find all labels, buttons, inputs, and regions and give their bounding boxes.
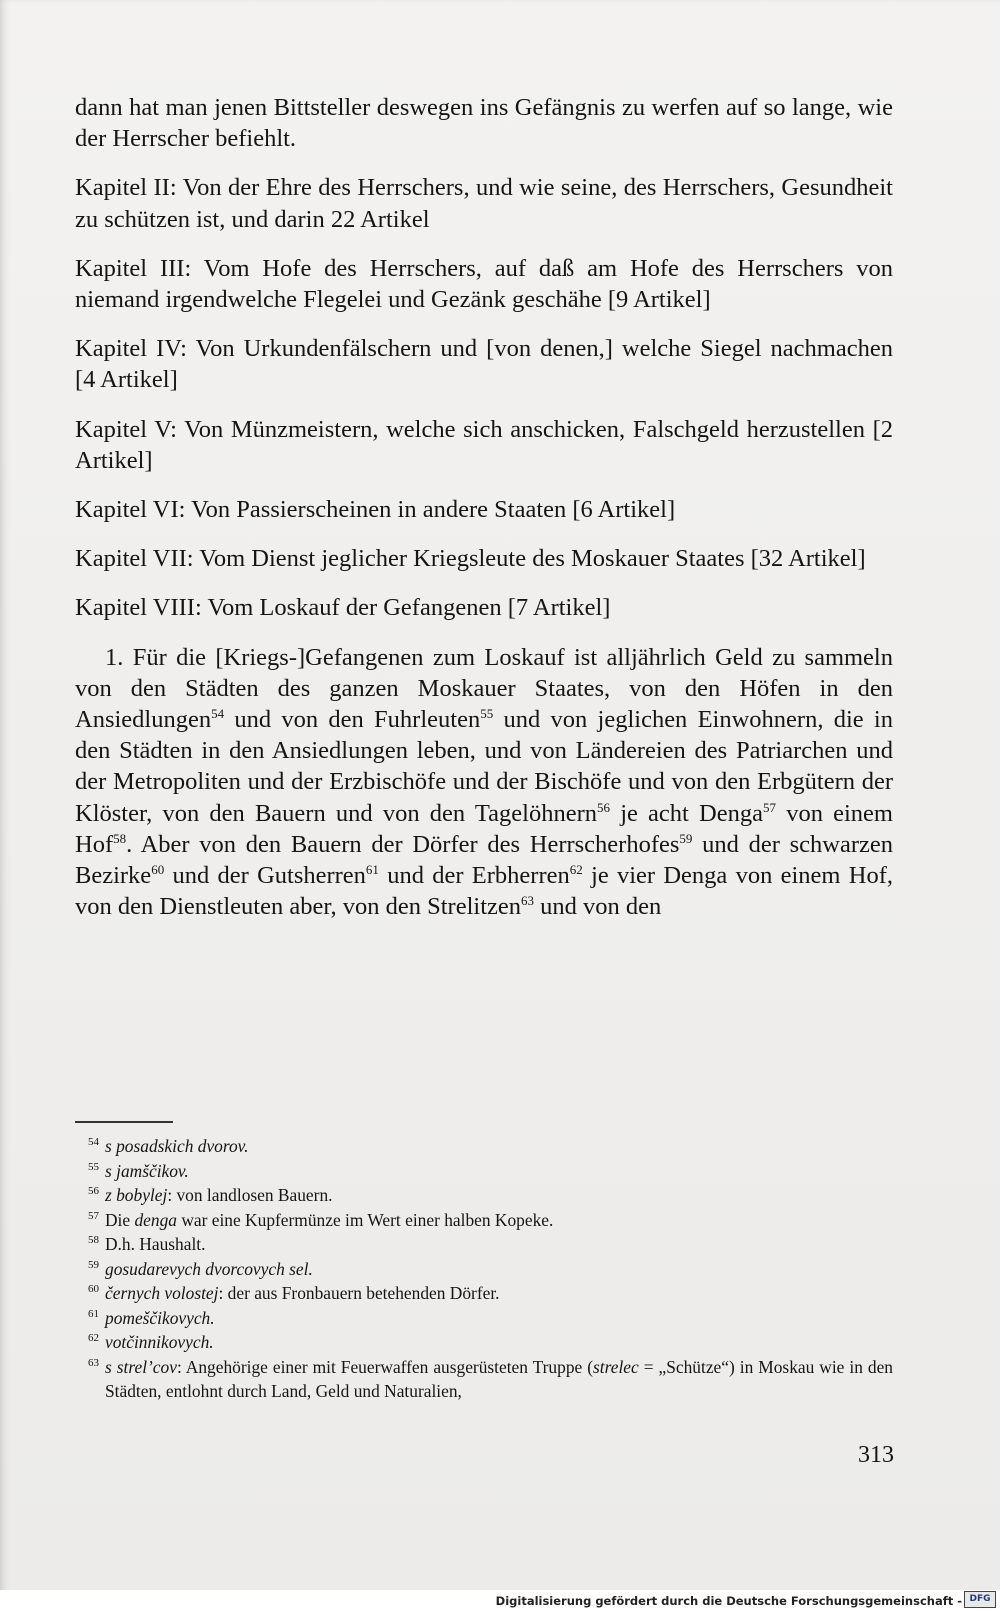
article-text: und von den Fuhrleuten — [224, 706, 481, 734]
footnote-text: war eine Kupfermünze im Wert einer halben Kopeke. — [176, 1209, 554, 1230]
footnote-58 — [75, 1232, 893, 1257]
footnote-ref-54[interactable]: 54 — [211, 705, 225, 721]
footnote-ref-62[interactable]: 62 — [569, 861, 583, 877]
article-text: und der Gutsherren — [164, 862, 366, 890]
footnote-ref-59[interactable]: 59 — [679, 830, 693, 846]
article-text: und von den — [534, 893, 662, 921]
footnote-61 — [75, 1306, 893, 1331]
chapter-8: Kapitel VIII: Vom Loskauf der Gefangenen [7 Artikel] — [75, 594, 611, 622]
footnote-60 — [75, 1281, 893, 1306]
footnote-number: 60 — [88, 1283, 99, 1295]
footnote-term: gosudarevych dvorcovych sel. — [105, 1258, 313, 1279]
article-text: von einem Hof — [75, 799, 893, 858]
footnote-term: s posadskich dvorov. — [105, 1136, 249, 1156]
article-text: und von jeglichen Einwohnern, die in den Städten in den Ansiedlungen leben, und von Ländereien des Patriarchen und der Metropoliten und der Erzbischöfe und der Bischöfe und von den Erbgütern der Klöster, von den Bauern und von den Tagelöhnern — [75, 706, 893, 827]
footnote-ref-56[interactable]: 56 — [597, 799, 610, 815]
footnote-55 — [75, 1159, 893, 1184]
article-text: und der schwarzen Bezirke — [75, 830, 893, 890]
footnote-text: : der aus Fronbauern betehenden Dörfer. — [218, 1283, 500, 1303]
footnote-number: 55 — [88, 1160, 99, 1173]
footnote-text: Die — [105, 1209, 135, 1230]
chapter-6: Kapitel VI: Von Passierscheinen in andere Staaten [6 Artikel] — [75, 496, 676, 524]
article-text: . Aber von den Bauern der Dörfer des Herrscherhofes — [126, 830, 680, 858]
article-text: je acht Denga — [610, 799, 763, 827]
footnote-number: 58 — [88, 1234, 99, 1246]
footnote-ref-55[interactable]: 55 — [480, 705, 494, 721]
footnote-text: = „Schütze“) in Moskau wie in den Städten, entlohnt durch Land, Geld und Naturalien, — [105, 1356, 893, 1401]
article-1 — [75, 642, 893, 923]
footnote-number: 57 — [88, 1209, 99, 1222]
footnote-ref-63[interactable]: 63 — [521, 893, 535, 909]
footnote-term: černych volostej — [105, 1283, 219, 1303]
footnote-text: D.h. Haushalt. — [105, 1234, 206, 1254]
footnotes — [75, 1134, 893, 1404]
chapter-3: Kapitel III: Vom Hofe des Herrschers, auf daß am Hofe des Herrschers von niemand irgendwelche Flegelei und Gezänk geschähe [9 Artikel] — [75, 254, 893, 314]
footnote-ref-58[interactable]: 58 — [113, 830, 127, 846]
footnote-term: s jamščikov. — [105, 1160, 189, 1181]
credit-bar — [0, 1590, 1000, 1611]
footnote-number: 59 — [88, 1258, 99, 1271]
footnote-number: 63 — [88, 1356, 99, 1369]
article-text: je vier Denga von einem Hof, von den Dienstleuten aber, von den Strelitzen — [75, 862, 893, 921]
credit-text: Digitalisierung gefördert durch die Deutsche Forschungsgemeinschaft - — [495, 1594, 962, 1608]
dfg-logo[interactable]: DFG — [964, 1591, 996, 1608]
main-text — [75, 92, 893, 922]
footnote-number: 54 — [88, 1136, 99, 1148]
article-text: 1. Für die [Kriegs-]Gefangenen zum Loskauf ist alljährlich Geld zu sammeln von den Städten des ganzen Moskauer Staates, von den Höfen in den Ansiedlungen — [75, 643, 893, 734]
footnote-54 — [75, 1134, 893, 1159]
paragraph-continuation: dann hat man jenen Bittsteller deswegen ins Gefängnis zu werfen auf so lange, wie der Herrscher befiehlt. — [75, 94, 893, 153]
footnote-term: pomeščikovych. — [105, 1307, 215, 1328]
article-text: und der Erbherren — [378, 862, 570, 890]
footnote-56 — [75, 1183, 893, 1208]
footnote-text: : Angehörige einer mit Feuerwaffen ausgerüsteten Truppe ( — [176, 1356, 594, 1377]
chapter-7: Kapitel VII: Vom Dienst jeglicher Kriegsleute des Moskauer Staates [32 Artikel] — [75, 545, 866, 573]
footnote-term: votčinnikovych. — [105, 1332, 214, 1352]
footnote-63 — [75, 1355, 893, 1404]
footnote-number: 62 — [88, 1332, 99, 1344]
chapter-2: Kapitel II: Von der Ehre des Herrschers, und wie seine, des Herrschers, Gesundheit zu schützen ist, und darin 22 Artikel — [75, 174, 893, 233]
chapter-5: Kapitel V: Von Münzmeistern, welche sich anschicken, Falschgeld herzustellen [2 Artikel] — [75, 415, 893, 474]
footnote-number: 61 — [88, 1307, 99, 1320]
footnote-ref-60[interactable]: 60 — [151, 861, 165, 877]
footnote-57 — [75, 1208, 893, 1233]
footnote-ref-57[interactable]: 57 — [763, 799, 776, 815]
footnote-term: strelec — [593, 1356, 639, 1377]
footnote-divider — [75, 1121, 173, 1123]
chapter-4: Kapitel IV: Von Urkundenfälschern und [von denen,] welche Siegel nachmachen [4 Artikel] — [75, 335, 893, 394]
footnote-term: s strel’cov — [105, 1356, 177, 1377]
footnote-text: : von landlosen Bauern. — [167, 1185, 333, 1205]
footnote-term: z bobylej — [105, 1185, 168, 1205]
footnote-62 — [75, 1330, 893, 1355]
footnote-number: 56 — [88, 1185, 99, 1197]
footnote-59 — [75, 1257, 893, 1282]
page-number: 313 — [858, 1442, 894, 1468]
footnote-ref-61[interactable]: 61 — [365, 861, 379, 877]
footnote-term: denga — [134, 1209, 177, 1230]
